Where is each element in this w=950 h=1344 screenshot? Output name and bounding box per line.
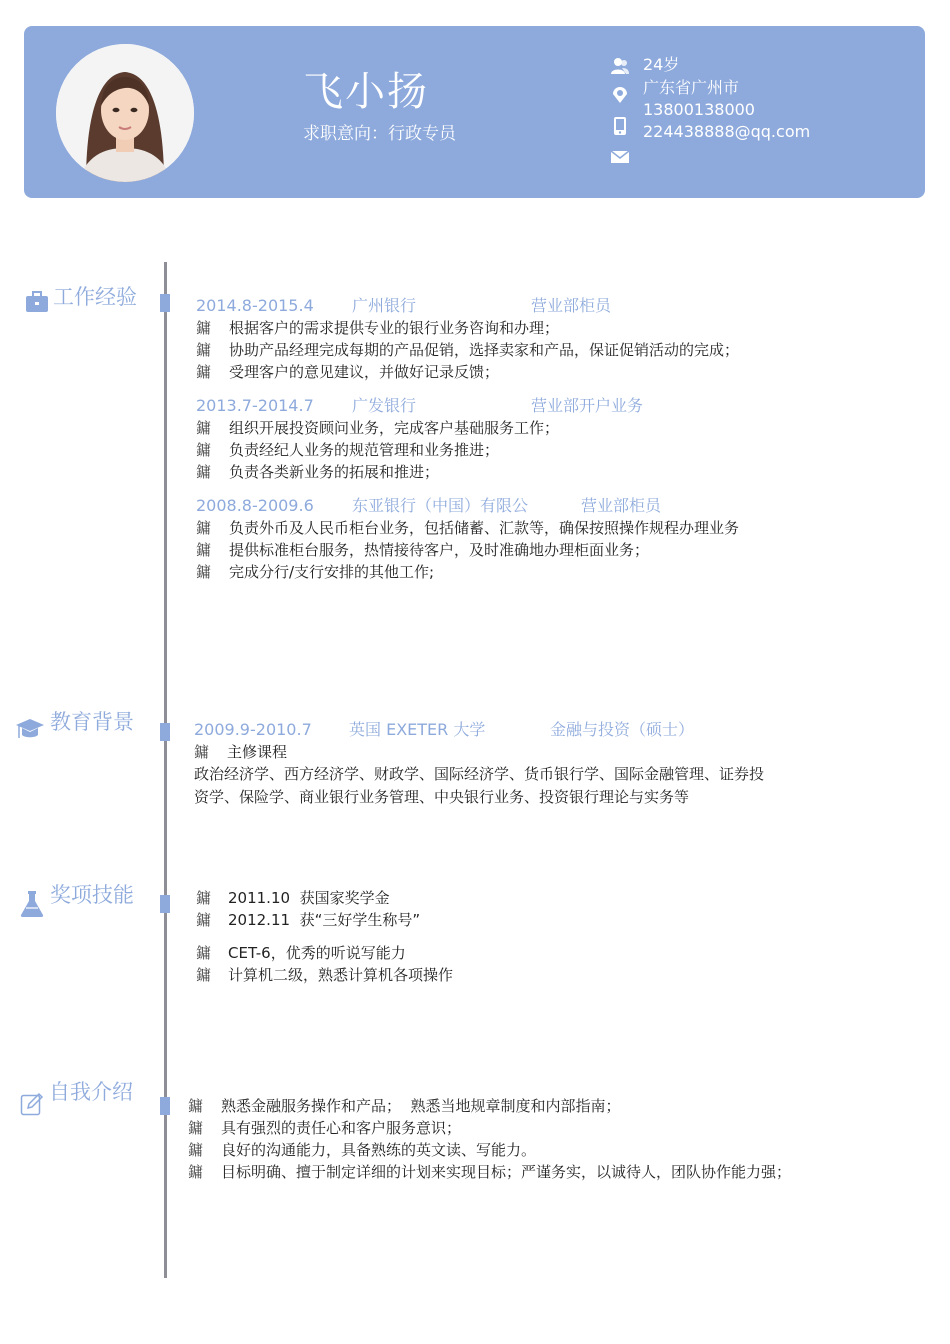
job-position: 营业部柜员 — [531, 296, 612, 315]
bullet: 鏞 — [196, 944, 212, 962]
edit-icon — [20, 1092, 44, 1116]
bullet: 鏞 — [196, 519, 212, 537]
bullet: 鏞 — [188, 1141, 204, 1159]
section-title-education: 教育背景 — [50, 710, 134, 734]
contact-location: 广东省广州市 — [643, 78, 740, 97]
job-position: 营业部开户业务 — [531, 396, 644, 415]
bullet: 鏞 — [196, 463, 212, 481]
section-title-self: 自我介绍 — [49, 1080, 133, 1104]
award-item — [196, 964, 453, 986]
self-item — [188, 1095, 621, 1117]
duty-text: 协助产品经理完成每期的产品促销，选择卖家和产品，保证促销活动的完成； — [229, 341, 740, 359]
duty-text: 组织开展投资顾问业务，完成客户基础服务工作； — [229, 419, 560, 437]
award-item — [196, 942, 406, 964]
avatar-portrait-illustration — [56, 44, 194, 182]
job-period: 2008.8-2009.6 — [196, 496, 314, 515]
job-duty — [196, 417, 559, 439]
education-major: 金融与投资（硕士） — [550, 720, 695, 739]
timeline-marker-work — [160, 294, 170, 312]
course-list-line: 政治经济学、西方经济学、财政学、国际经济学、货币银行学、国际金融管理、证券投 — [194, 765, 765, 783]
avatar — [56, 44, 194, 182]
user-icon — [610, 57, 630, 75]
award-text: 2012.11 获“三好学生称号” — [228, 911, 421, 929]
candidate-name: 飞小扬 — [303, 69, 429, 115]
job-company: 广发银行 — [352, 396, 417, 415]
contact-phone: 13800138000 — [643, 100, 755, 119]
duty-text: 负责经纪人业务的规范管理和业务推进； — [229, 441, 500, 459]
flask-icon — [19, 890, 45, 918]
course-list-line: 资学、保险学、商业银行业务管理、中央银行业务、投资银行理论与实务等 — [194, 788, 690, 806]
bullet: 鏞 — [196, 319, 212, 337]
job-company: 东亚银行（中国）有限公 — [352, 496, 529, 515]
course-label: 主修课程 — [227, 743, 288, 761]
self-text: 具有强烈的责任心和客户服务意识； — [221, 1119, 462, 1137]
education-school: 英国 EXETER 大学 — [349, 720, 486, 739]
briefcase-icon — [25, 291, 49, 313]
award-text: 2011.10 获国家奖学金 — [228, 889, 390, 907]
award-item — [196, 887, 390, 909]
job-duty — [196, 339, 739, 361]
course-list — [194, 763, 874, 809]
job-position: 营业部柜员 — [581, 496, 662, 515]
timeline-line — [164, 262, 167, 1278]
bullet: 鏞 — [194, 743, 210, 761]
bullet: 鏞 — [196, 419, 212, 437]
location-pin-icon — [610, 86, 630, 104]
self-item — [188, 1161, 791, 1183]
job-period: 2013.7-2014.7 — [196, 396, 314, 415]
duty-text: 负责各类新业务的拓展和推进； — [229, 463, 440, 481]
education-period: 2009.9-2010.7 — [194, 720, 312, 739]
job-period: 2014.8-2015.4 — [196, 296, 314, 315]
bullet: 鏞 — [196, 441, 212, 459]
duty-text: 负责外币及人民币柜台业务，包括储蓄、汇款等，确保按照操作规程办理业务 — [229, 519, 740, 537]
job-duty — [196, 361, 499, 383]
job-intent: 求职意向：行政专员 — [303, 124, 456, 144]
bullet: 鏞 — [196, 563, 212, 581]
graduation-cap-icon — [15, 716, 45, 742]
contact-age: 24岁 — [643, 55, 680, 74]
self-text: 良好的沟通能力，具备熟练的英文读、写能力。 — [221, 1141, 537, 1159]
job-company: 广州银行 — [352, 296, 417, 315]
bullet: 鏞 — [196, 889, 212, 907]
bullet: 鏞 — [196, 911, 212, 929]
section-title-work: 工作经验 — [53, 285, 137, 309]
bullet: 鏞 — [196, 541, 212, 559]
job-duty — [196, 439, 499, 461]
award-item — [196, 909, 420, 931]
bullet: 鏞 — [196, 363, 212, 381]
bullet: 鏞 — [188, 1097, 204, 1115]
contact-email: 224438888@qq.com — [643, 122, 811, 141]
bullet: 鏞 — [188, 1163, 204, 1181]
phone-icon — [610, 117, 630, 135]
self-item — [188, 1117, 461, 1139]
job-duty — [196, 517, 739, 539]
timeline-marker-self — [160, 1097, 170, 1115]
award-text: 计算机二级，熟悉计算机各项操作 — [228, 966, 454, 984]
bullet: 鏞 — [188, 1119, 204, 1137]
job-duty — [196, 317, 559, 339]
duty-text: 受理客户的意见建议，并做好记录反馈； — [229, 363, 500, 381]
bullet: 鏞 — [196, 341, 212, 359]
job-duty — [196, 461, 439, 483]
timeline-marker-awards — [160, 895, 170, 913]
duty-text: 根据客户的需求提供专业的银行业务咨询和办理； — [229, 319, 560, 337]
award-text: CET-6，优秀的听说写能力 — [228, 944, 406, 962]
section-title-awards: 奖项技能 — [50, 883, 134, 907]
bullet: 鏞 — [196, 966, 212, 984]
timeline-marker-education — [160, 723, 170, 741]
self-item — [188, 1139, 536, 1161]
duty-text: 完成分行/支行安排的其他工作; — [229, 563, 435, 581]
duty-text: 提供标准柜台服务，热情接待客户，及时准确地办理柜面业务； — [229, 541, 650, 559]
self-text: 熟悉金融服务操作和产品； 熟悉当地规章制度和内部指南； — [221, 1097, 621, 1115]
job-duty — [196, 539, 649, 561]
self-text: 目标明确、擅于制定详细的计划来实现目标；严谨务实，以诚待人，团队协作能力强； — [221, 1163, 792, 1181]
mail-icon — [610, 148, 630, 166]
course-label-line — [194, 741, 287, 763]
job-duty — [196, 561, 434, 583]
